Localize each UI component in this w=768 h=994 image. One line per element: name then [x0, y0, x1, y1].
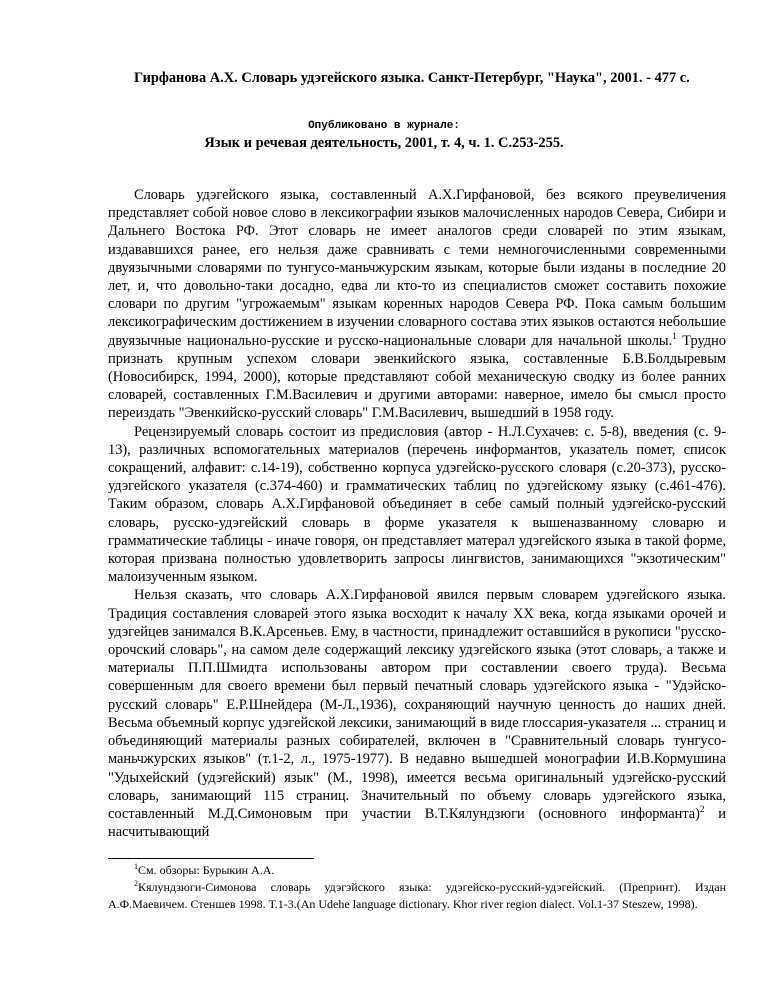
paragraph-3-text-a: Нельзя сказать, что словарь А.Х.Гирфановой явился первым словарем удэгейского языка. Традиция составления словарей этого языка восходит к началу XX века, когда языками орочей и удэгейцев занимался В.К.Арсеньев. Ему, в частности, принадлежит оставшийся в рукописи "русско-орочский словарь", на самом деле содержащий лексику удэгейского языка (этот словарь, а также и материалы П.П.Шмидта использованы автором при составлении своего труда). Весьма совершенным для своего времени был первый печатный словарь удэгейского языка - "Удэйско-русский словарь" Е.Р.Шнейдера (М-Л.,1936), сохраняющий научную ценность до наших дней. Весьма объемный корпус удэгейской лексики, занимающий в виде глоссария-указателя ... страниц и объединяющий материалы разных собирателей, включен в "Сравнительный словарь тунгусо-маньчжурских языков" (т.1-2, л., 1975-1977). В недавно вышедшей монографии И.В.Кормушина "Удыхейский (удэгейский) язык" (М., 1998), имеется весьма оригинальный удэгейско-русский словарь, занимающий 115 страниц. Значительный по объему словарь удэгейского языка, составленный М.Д.Симоновым при участии В.Т.Кялундзюги (основного информанта) [108, 587, 726, 822]
footnote-1-text: См. обзоры: Бурыкин А.А. [138, 863, 275, 877]
paragraph-1-text-b: Трудно признать крупным успехом словари эвенкийского языка, составленные Б.В.Болдыревым (Новосибирск, 1994, 2000), которые представляют собой механическую сводку из более ранних словарей, составленных Г.М.Василевич и другими авторами: наверное, имело бы смысл просто переиздать "Эвенкийско-русский словарь" Г.М.Василевич, вышедший в 1958 году. [108, 332, 726, 422]
footnote-ref-1: 1 [672, 330, 677, 341]
footnote-ref-2: 2 [699, 803, 705, 814]
footnote-1-mark: 1 [134, 862, 138, 871]
paragraph-3 [108, 586, 726, 841]
published-in-label: Опубликовано в журнале: [308, 120, 460, 132]
paragraph-2: Рецензируемый словарь состоит из предисловия (автор - Н.Л.Сухачев: с. 5-8), введения (с. 9-13), различных вспомогательных материалов (перечень информантов, указатель помет, список сокращений, алфавит: с.14-19), собственно корпуса удэгейско-русского словаря (с.20-373), русско-удэгейского указателя (с.374-460) и грамматических таблиц по удэгейскому языку (с.461-476). Таким образом, словарь А.Х.Гирфановой объединяет в себе самый полный удэгейско-русский словарь, русско-удэгейский словарь в форме указателя к вышеназванному словарю и грамматические таблицы - иначе говоря, он представляет матерал удэгейского языка в такой форме, которая призвана полностью удовлетворить запросы лингвистов, занимающихся "экзотическим" малоизученным языком. [108, 423, 726, 586]
paragraph-3-text-b: и насчитывающий [108, 805, 726, 841]
citation-heading: Гирфанова А.Х. Словарь удэгейского языка. Санкт-Петербург, "Наука", 2001. - 477 с. [134, 70, 690, 86]
footnotes [108, 862, 726, 913]
paragraph-1-text-a: Словарь удэгейского языка, составленный А.Х.Гирфановой, без всякого преувеличения представляет собой новое слово в лексикографии языков малочисленных народов Севера, Сибири и Дальнего Востока РФ. Этот словарь не имеет аналогов среди словарей по этим языкам, издававшихся ранее, его нельзя даже сравнивать с теми немногочисленными современными двуязычными словарями по тунгусо-маньчжурским языкам, которые были изданы в последние 20 лет, и, что довольно-таки досадно, едва ли кто-то из специалистов сможет составить похожие словари по другим "угрожаемым" языкам коренных народов Севера РФ. Пока самым большим лексикографическим достижением в изучении словарного состава этих языков остаются небольшие двуязычные национально-русские и русско-национальные словари для начальной школы. [108, 187, 726, 349]
footnote-2 [108, 879, 726, 913]
review-body [108, 186, 726, 841]
paragraph-1 [108, 186, 726, 423]
footnote-1 [108, 862, 726, 879]
footnote-2-mark: 2 [134, 879, 138, 888]
journal-reference: Язык и речевая деятельность, 2001, т. 4, ч. 1. С.253-255. [204, 135, 564, 151]
footnote-separator [108, 858, 314, 859]
footnote-2-text: Кялундзюги-Симонова словарь удэгэйского языка: удэгейско-русский-удэгейский. (Препринт). Издан А.Ф.Маевичем. Стеншев 1998. Т.1-3.(An Udehe language dictionary. Khor river region dialect. Vol.1-37 Steszew, 1998). [108, 880, 726, 911]
